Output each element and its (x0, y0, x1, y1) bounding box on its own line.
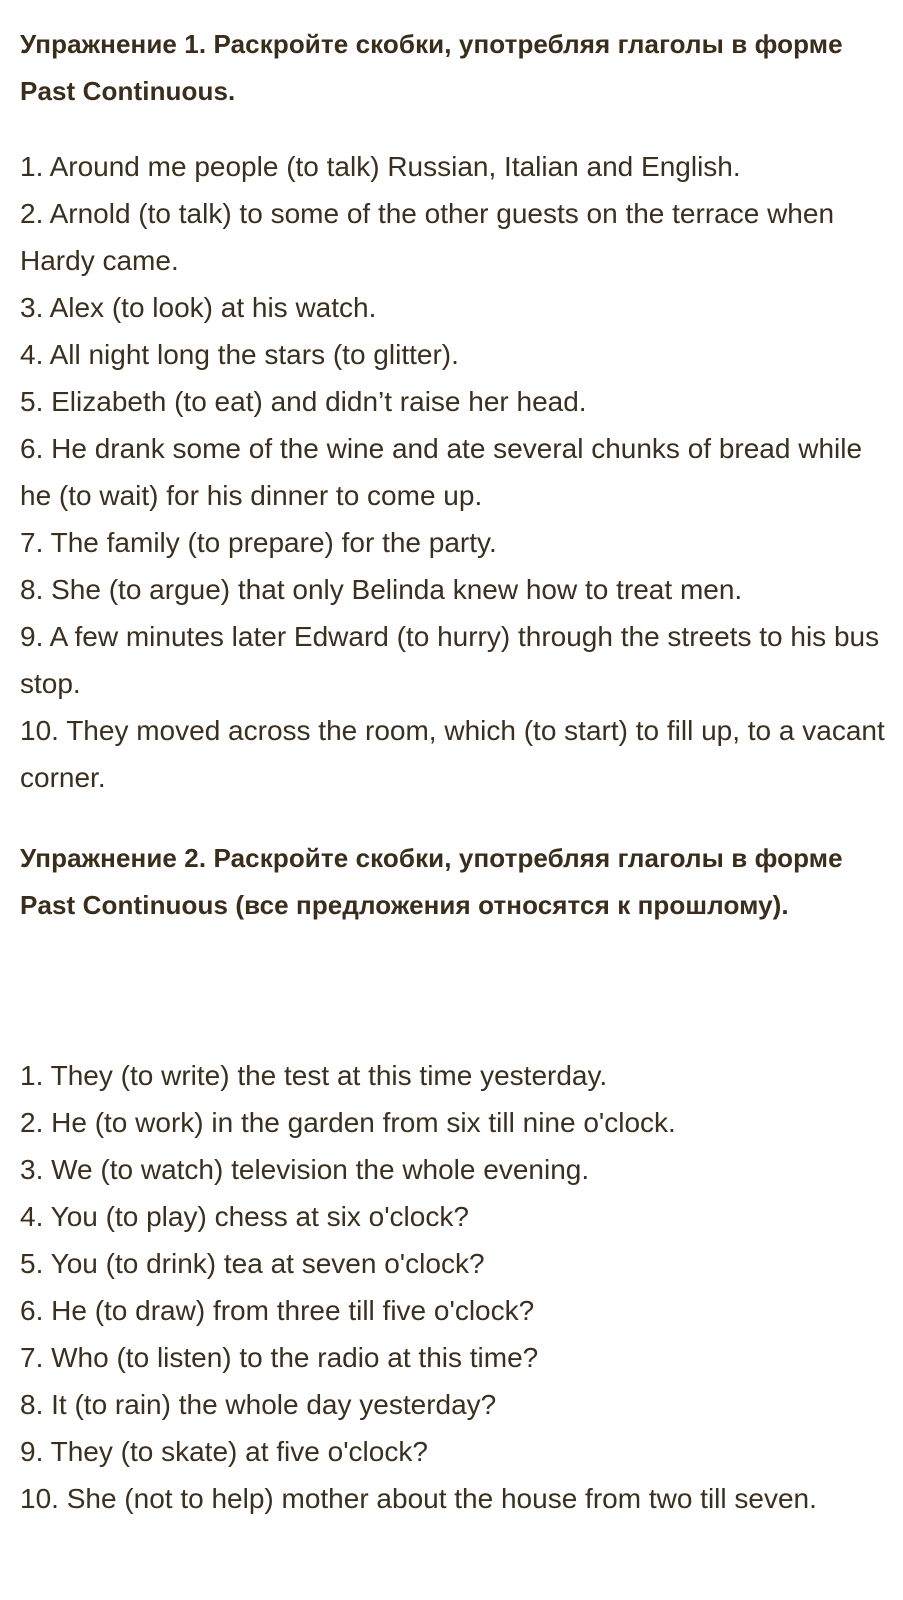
exercise-2-item-1: 1. They (to write) the test at this time yesterday. (20, 1060, 608, 1091)
exercise-2-item-5: 5. You (to drink) tea at seven o'clock? (20, 1248, 485, 1279)
exercise-1-item-6: 6. He drank some of the wine and ate several chunks of bread while he (to wait) for his dinner to come up. (20, 433, 863, 511)
exercise-2-item-7: 7. Who (to listen) to the radio at this time? (20, 1342, 539, 1373)
exercise-1-item-3: 3. Alex (to look) at his watch. (20, 292, 377, 323)
exercise-2-item-10: 10. She (not to help) mother about the house from two till seven. (20, 1483, 817, 1514)
exercise-1-item-10: 10. They moved across the room, which (to start) to fill up, to a vacant corner. (20, 715, 885, 793)
exercise-1-title: Упражнение 1. Раскройте скобки, употребляя глаголы в форме Past Continuous. (20, 29, 843, 106)
exercise-2-item-4: 4. You (to play) chess at six o'clock? (20, 1201, 469, 1232)
exercise-1-list (20, 143, 890, 801)
exercise-2-item-6: 6. He (to draw) from three till five o'clock? (20, 1295, 535, 1326)
exercise-1-item-2: 2. Arnold (to talk) to some of the other guests on the terrace when Hardy came. (20, 198, 835, 276)
exercise-2-title: Упражнение 2. Раскройте скобки, употребляя глаголы в форме Past Continuous (все предложения относятся к прошлому). (20, 843, 843, 920)
exercise-1-item-8: 8. She (to argue) that only Belinda knew how to treat men. (20, 574, 743, 605)
exercise-1-item-1: 1. Around me people (to talk) Russian, Italian and English. (20, 151, 741, 182)
exercise-2-item-2: 2. He (to work) in the garden from six till nine o'clock. (20, 1107, 676, 1138)
exercise-1-item-7: 7. The family (to prepare) for the party. (20, 527, 497, 558)
exercise-1-item-5: 5. Elizabeth (to eat) and didn’t raise her head. (20, 386, 587, 417)
exercise-2-item-3: 3. We (to watch) television the whole evening. (20, 1154, 590, 1185)
exercise-2-item-8: 8. It (to rain) the whole day yesterday? (20, 1389, 497, 1420)
exercise-2-item-9: 9. They (to skate) at five o'clock? (20, 1436, 428, 1467)
exercise-1-item-9: 9. A few minutes later Edward (to hurry) through the streets to his bus stop. (20, 621, 880, 699)
exercise-2-list (20, 1052, 870, 1522)
exercise-1-item-4: 4. All night long the stars (to glitter). (20, 339, 459, 370)
